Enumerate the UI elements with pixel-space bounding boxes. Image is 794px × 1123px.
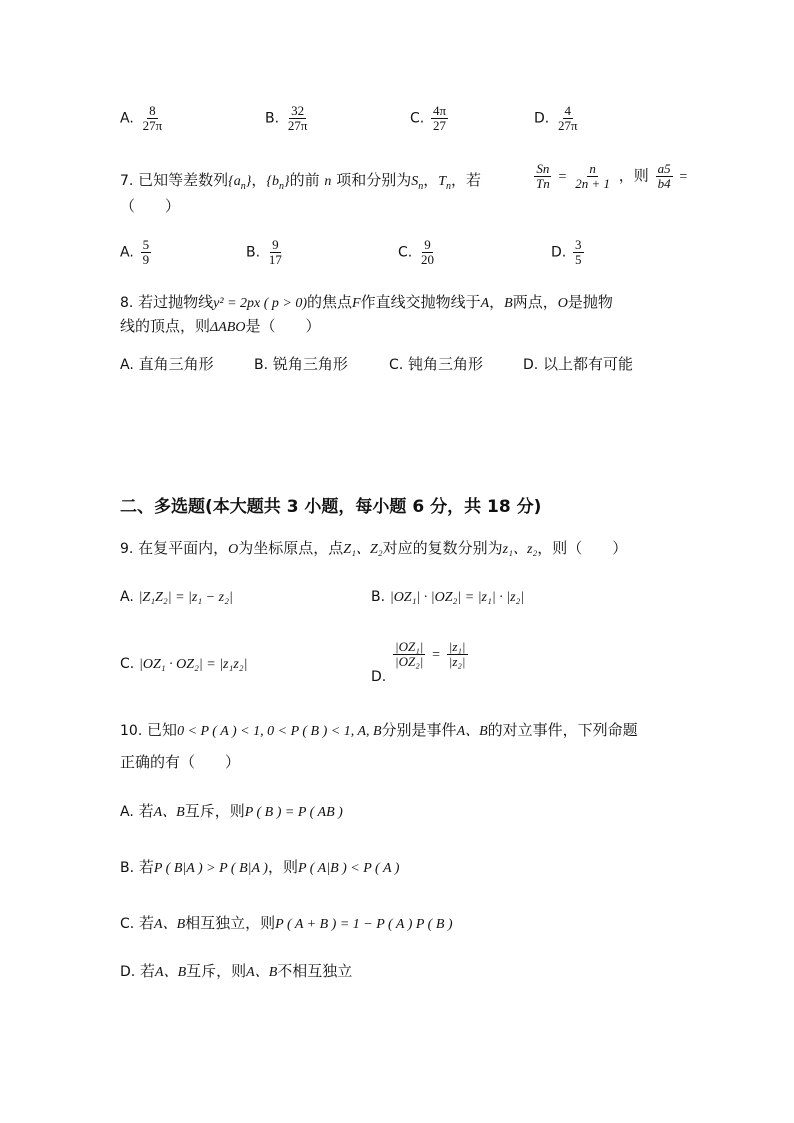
q7-option-b: B. $\frac{9}{17}$ (246, 237, 282, 267)
q8-stem-line1: 8. 若过抛物线y² = 2px ( p > 0)的焦点F作直线交抛物线于A，B两点，O是抛物 (120, 293, 613, 311)
q10-stem-line1: 10. 已知0 < P ( A ) < 1, 0 < P ( B ) < 1, A, B分别是事件A、B的对立事件，下列命题 (120, 721, 638, 739)
q6-option-c-fraction: $\frac{4\pi}{27}$ (433, 103, 447, 133)
q8-option-c: C. 钝角三角形 (389, 355, 484, 373)
q9-stem: 9. 在复平面内，O为坐标原点，点Z₁、Z₂对应的复数分别为z₁、z₂，则（ ） (120, 539, 628, 557)
q6-option-b-fraction: $\frac{32}{27\pi}$ (287, 103, 308, 133)
q6-option-a-fraction: $\frac{8}{27\pi}$ (142, 103, 163, 133)
q7-option-a: A. $\frac{5}{9}$ (120, 237, 150, 267)
q10-option-d: D. 若A、B互斥，则A、B不相互独立 (120, 962, 353, 980)
q8-option-a: A. 直角三角形 (120, 355, 214, 373)
q8-stem-line2: 线的顶点，则ΔABO是（ ） (120, 317, 321, 335)
q7-condition: $\frac{Sn}{Tn}$ = $\frac{n}{2n + 1}$ ，则 $\frac{a5}{b4}$ = (536, 161, 688, 191)
q7-stem: 7. 已知等差数列$\{a_n\}$，$\{b_n\}$的前 n 项和分别为$S_n$，$T_n$，若 (120, 171, 482, 192)
q8-option-d: D. 以上都有可能 (523, 355, 634, 373)
q9-option-c: C. |OZ₁ · OZ₂| = |z₁z₂| (120, 656, 248, 672)
q9-option-a: A. |Z₁Z₂| = |z₁ − z₂| (120, 589, 233, 605)
q10-option-c: C. 若A、B相互独立，则P ( A + B ) = 1 − P ( A ) P ( B ) (120, 914, 453, 932)
q6-option-a: A. $\frac{8}{27\pi}$ (120, 103, 163, 133)
q6-option-c: C. $\frac{4\pi}{27}$ (410, 103, 447, 133)
q6-option-d-fraction: $\frac{4}{27\pi}$ (558, 103, 578, 133)
q9-option-d: D. $\frac{\text{|OZ₁|}}{\text{|OZ₂|}}$ = $\frac{\text{|z₁|}}{\text{|z₂|}}$ (371, 639, 466, 685)
q10-stem-line2: 正确的有（ ） (120, 753, 241, 771)
section-heading: 二、多选题(本大题共 3 小题，每小题 6 分，共 18 分) (120, 497, 542, 517)
q9-option-b: B. |OZ₁| · |OZ₂| = |z₁| · |z₂| (371, 589, 525, 605)
q10-option-a: A. 若A、B互斥，则P ( B ) = P ( AB ) (120, 802, 343, 820)
q7-option-d: D. $\frac{3}{5}$ (551, 237, 582, 267)
q7-paren: （ ） (120, 197, 181, 215)
q6-option-d: D. $\frac{4}{27\pi}$ (534, 103, 578, 133)
q6-option-b: B. $\frac{32}{27\pi}$ (265, 103, 308, 133)
q10-option-b: B. 若P ( B|A ) > P ( B|A )，则P ( A|B ) < P ( A ) (120, 858, 400, 876)
q8-option-b: B. 锐角三角形 (254, 355, 348, 373)
q7-option-c: C. $\frac{9}{20}$ (398, 237, 435, 267)
